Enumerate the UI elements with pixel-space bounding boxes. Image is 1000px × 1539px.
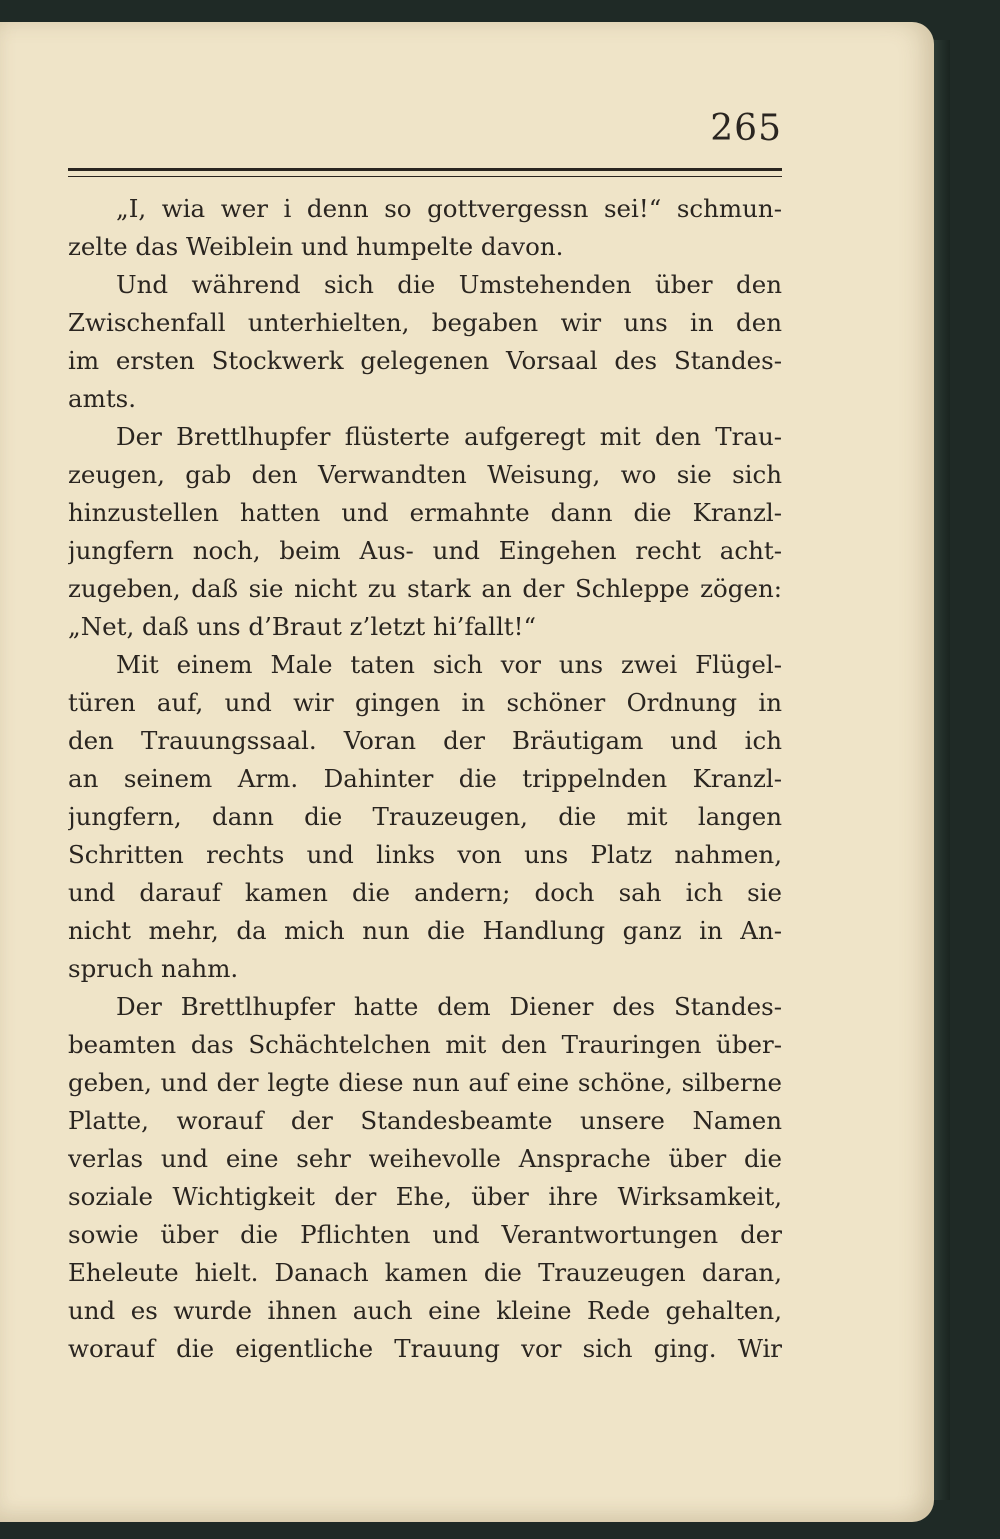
text-line: den Trauungssaal. Voran der Bräutigam und ich — [68, 726, 782, 755]
text-line: spruch nahm. — [68, 954, 239, 983]
text-line: Der Brettlhupfer hatte dem Diener des Standes- — [116, 992, 782, 1021]
text-line: „I, wia wer i denn so gottvergessn sei!“ schmun- — [116, 194, 782, 223]
book-page — [0, 22, 934, 1522]
text-line: und darauf kamen die andern; doch sah ich sie — [68, 878, 782, 907]
text-line: Schritten rechts und links von uns Platz nahmen, — [68, 840, 782, 869]
text-line: sowie über die Pflichten und Verantwortungen der — [68, 1220, 782, 1249]
text-line: nicht mehr, da mich nun die Handlung ganz in An- — [68, 916, 782, 945]
text-line: türen auf, und wir gingen in schöner Ordnung in — [68, 688, 782, 717]
text-line: Platte, worauf der Standesbeamte unsere Namen — [68, 1106, 782, 1135]
text-line: soziale Wichtigkeit der Ehe, über ihre Wirksamkeit, — [68, 1182, 782, 1211]
text-line: verlas und eine sehr weihevolle Ansprache über die — [68, 1144, 782, 1173]
page-number: 265 — [710, 108, 782, 149]
text-line: zugeben, daß sie nicht zu stark an der Schleppe zögen: — [68, 574, 782, 603]
text-line: Mit einem Male taten sich vor uns zwei Flügel- — [116, 650, 782, 679]
text-line: Und während sich die Umstehenden über den — [116, 270, 782, 299]
text-line: hinzustellen hatten und ermahnte dann die Kranzl- — [68, 498, 782, 527]
body-text — [68, 190, 782, 1368]
text-line: zeugen, gab den Verwandten Weisung, wo sie sich — [68, 460, 782, 489]
text-line: an seinem Arm. Dahinter die trippelnden Kranzl- — [68, 764, 782, 793]
text-line: Der Brettlhupfer flüsterte aufgeregt mit den Trau- — [116, 422, 782, 451]
text-line: jungfern noch, beim Aus- und Eingehen recht acht- — [68, 536, 782, 565]
text-line: geben, und der legte diese nun auf eine schöne, silberne — [68, 1068, 782, 1097]
text-line: „Net, daß uns d’Braut z’letzt hi’fallt!“ — [68, 612, 537, 641]
text-line: Eheleute hielt. Danach kamen die Trauzeugen daran, — [68, 1258, 782, 1287]
text-line: amts. — [68, 384, 137, 413]
text-line: Zwischenfall unterhielten, begaben wir uns in den — [68, 308, 782, 337]
text-line: zelte das Weiblein und humpelte davon. — [68, 232, 564, 261]
text-line: im ersten Stockwerk gelegenen Vorsaal des Standes- — [68, 346, 782, 375]
text-line: jungfern, dann die Trauzeugen, die mit langen — [68, 802, 782, 831]
header-rule-thick — [68, 168, 782, 171]
text-line: und es wurde ihnen auch eine kleine Rede gehalten, — [68, 1296, 782, 1325]
book-edge — [934, 40, 950, 1500]
text-line: beamten das Schächtelchen mit den Trauringen über- — [68, 1030, 782, 1059]
header-rule-thin — [68, 176, 782, 177]
text-line: worauf die eigentliche Trauung vor sich ging. Wir — [68, 1334, 782, 1363]
